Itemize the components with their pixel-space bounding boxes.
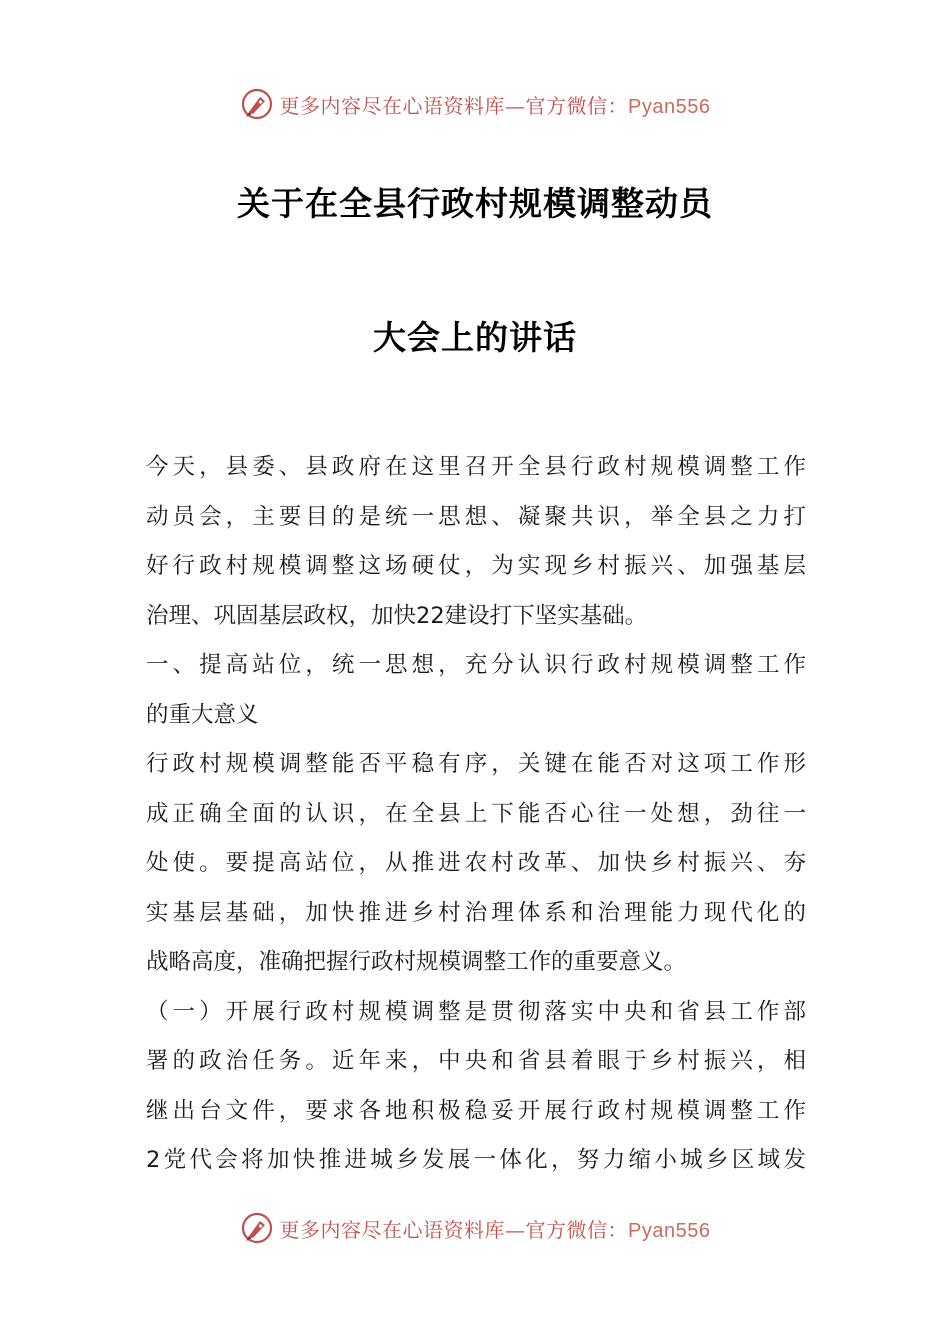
pen-nib-logo-icon: [240, 1211, 274, 1245]
body-line: 好行政村规模调整这场硬仗，为实现乡村振兴、加强基层: [146, 553, 806, 579]
document-body: [146, 443, 806, 1186]
section-heading-line: 一、提高站位，统一思想，充分认识行政村规模调整工作: [146, 652, 806, 678]
body-line: 今天，县委、县政府在这里召开全县行政村规模调整工作: [146, 454, 806, 480]
document-title-line-1: 关于在全县行政村规模调整动员: [237, 184, 713, 223]
section-heading-line: 的重大意义: [146, 701, 259, 728]
watermark-wechat-id: Pyan556: [628, 95, 711, 118]
watermark-text: 更多内容尽在心语资料库—官方微信：Pyan556: [279, 1217, 711, 1242]
watermark-text: 更多内容尽在心语资料库—官方微信：Pyan556: [279, 93, 711, 118]
document-title-line-2: 大会上的讲话: [373, 318, 577, 357]
subsection-line: （一）开展行政村规模调整是贯彻落实中央和省县工作部: [146, 998, 806, 1025]
body-line: 动员会，主要目的是统一思想、凝聚共识，举全县之力打: [146, 503, 806, 530]
body-line: 战略高度，准确把握行政村规模调整工作的重要意义。: [146, 949, 687, 975]
pen-nib-logo-icon: [240, 87, 274, 121]
body-line: 处使。要提高站位，从推进农村改革、加快乡村振兴、夯: [146, 850, 806, 876]
body-line: 署的政治任务。近年来，中央和省县着眼于乡村振兴，相: [146, 1048, 806, 1074]
body-line: 实基层基础，加快推进乡村治理体系和治理能力现代化的: [146, 899, 806, 926]
watermark-banner-top: [0, 84, 950, 124]
body-line: 治理、巩固基层政权，加快22建设打下坚实基础。: [146, 602, 648, 629]
body-line: 成正确全面的认识，在全县上下能否心往一处想，劲往一: [146, 800, 806, 827]
watermark-banner-bottom: [0, 1208, 950, 1248]
body-line: 继出台文件，要求各地积极稳妥开展行政村规模调整工作: [146, 1097, 806, 1124]
body-line: 行政村规模调整能否平稳有序，关键在能否对这项工作形: [146, 751, 806, 777]
watermark-wechat-id: Pyan556: [628, 1219, 711, 1242]
body-line: 2党代会将加快推进城乡发展一体化，努力缩小城乡区域发: [146, 1147, 806, 1173]
